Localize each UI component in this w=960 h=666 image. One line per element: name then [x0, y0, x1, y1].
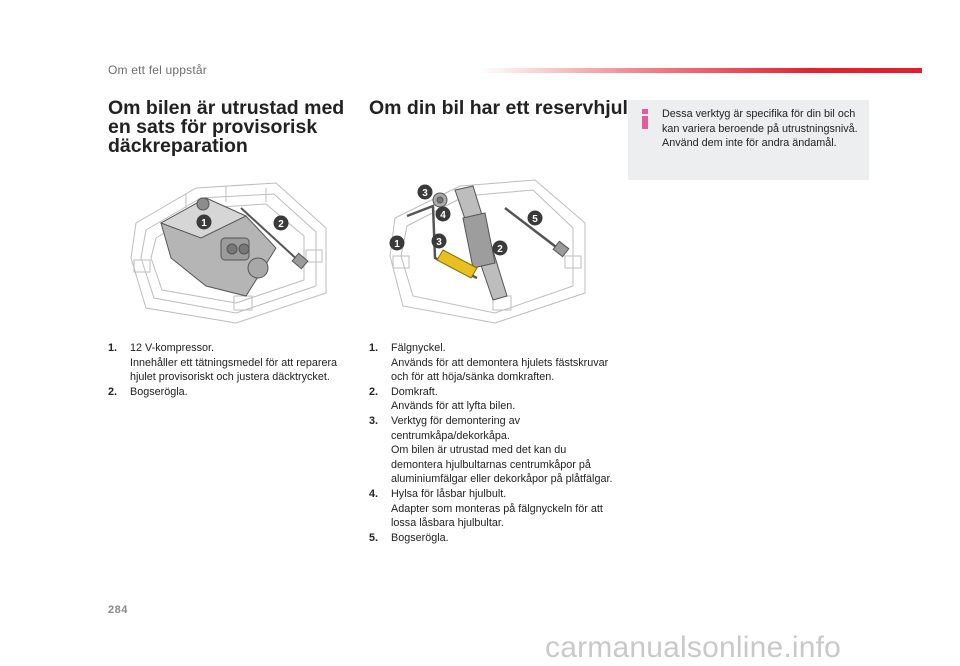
list-item: 4. Hylsa för låsbar hjulbult. Adapter som monteras på fälgnyckeln för att lossa låsbara hjulbultar. [369, 487, 603, 530]
svg-text:2: 2 [497, 244, 503, 255]
list-item: 1. Fälgnyckel. Används för att demontera hjulets fästskruvar och för att höja/sänka domkraften. [369, 342, 609, 384]
svg-text:3: 3 [422, 188, 428, 199]
callout-1 [390, 236, 405, 251]
callout-5 [528, 211, 543, 226]
heading-repair-kit: Om bilen är utrustad med en sats för provisorisk däckreparation [108, 97, 345, 157]
list-item: 2. Bogserögla. [108, 385, 188, 398]
svg-text:2: 2 [278, 219, 284, 230]
spare-wheel-tools-illustration [385, 168, 591, 328]
callout-3-bottom [432, 234, 447, 249]
callout-2 [274, 216, 289, 231]
watermark: carmanualsonline.info [545, 631, 842, 664]
svg-text:5: 5 [532, 214, 538, 225]
callout-2 [493, 241, 508, 256]
compressor-box [161, 198, 276, 296]
spare-wheel-list [369, 341, 619, 545]
page-number: 284 [108, 604, 128, 616]
list-item: 3. Verktyg för demontering av centrumkåpa/dekorkåpa. Om bilen är utrustad med det kan du demontera hjulbultarnas centrumkåpor på aluminiumfälgar eller dekorkåpor på plåtfälgar. [369, 414, 613, 486]
callout-1 [197, 215, 212, 230]
callout-4 [436, 207, 451, 222]
heading-spare-wheel: Om din bil har ett reservhjul [369, 97, 628, 119]
info-text: Dessa verktyg är specifika för din bil och kan variera beroende på utrustningsnivå. Använd dem inte för andra ändamål. [662, 108, 858, 150]
svg-text:1: 1 [201, 218, 207, 229]
header-accent-bar [480, 68, 922, 73]
svg-text:1: 1 [394, 239, 400, 250]
repair-kit-list [108, 341, 358, 399]
list-item: 2. Domkraft. Används för att lyfta bilen. [369, 385, 516, 413]
list-item: 5. Bogserögla. [369, 531, 449, 544]
info-icon [638, 108, 652, 130]
svg-text:3: 3 [436, 237, 442, 248]
callout-3-top [418, 185, 433, 200]
section-title: Om ett fel uppstår [108, 63, 207, 77]
repair-kit-illustration [126, 168, 330, 328]
list-item: 1. 12 V-kompressor. Innehåller ett tätningsmedel för att reparera hjulet provisoriskt och justera däcktrycket. [108, 342, 338, 384]
lock-socket [433, 193, 447, 207]
svg-text:4: 4 [440, 210, 446, 221]
